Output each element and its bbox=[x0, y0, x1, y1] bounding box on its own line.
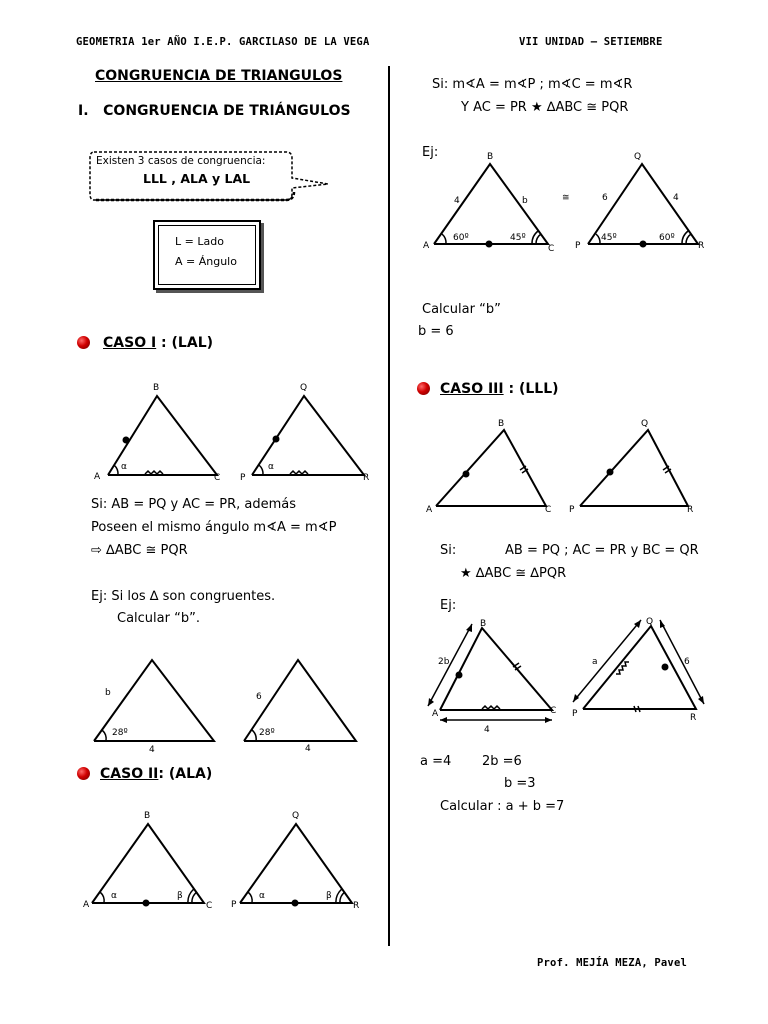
label-b: B bbox=[153, 383, 160, 393]
label-b: B bbox=[498, 419, 505, 429]
lal-example-1 bbox=[88, 654, 228, 754]
svg-text:28º: 28º bbox=[112, 728, 128, 738]
ala-condition-2: Y AC = PR ★ ∆ABC ≅ PQR bbox=[461, 100, 629, 115]
lal-triangle-abc bbox=[90, 378, 230, 484]
column-divider bbox=[388, 66, 390, 946]
legend-line1: L = Lado bbox=[175, 235, 224, 248]
svg-text:2b: 2b bbox=[438, 657, 450, 667]
caso2-heading: CASO II: (ALA) bbox=[100, 766, 213, 782]
caso1-ej1: Ej: Si los ∆ son congruentes. bbox=[91, 589, 276, 604]
callout-line1: Existen 3 casos de congruencia: bbox=[96, 155, 266, 167]
svg-text:A: A bbox=[432, 709, 439, 719]
label-c: C bbox=[206, 901, 213, 911]
svg-text:B: B bbox=[480, 619, 487, 629]
lal-example-2 bbox=[236, 654, 376, 754]
svg-text:6: 6 bbox=[684, 657, 690, 667]
svg-text:α: α bbox=[259, 891, 265, 901]
caso3-si-label: Si: bbox=[440, 543, 457, 558]
footer-author: Prof. MEJÍA MEZA, Pavel bbox=[537, 957, 687, 969]
label-b: B bbox=[144, 811, 151, 821]
label-q: Q bbox=[300, 383, 308, 393]
svg-text:6: 6 bbox=[256, 692, 262, 702]
ala-example-label: Ej: bbox=[422, 145, 439, 160]
svg-text:45º: 45º bbox=[510, 233, 526, 243]
bullet-icon bbox=[77, 767, 90, 780]
svg-text:≅: ≅ bbox=[562, 193, 570, 203]
svg-text:b: b bbox=[105, 688, 111, 698]
label-c: C bbox=[545, 505, 552, 515]
svg-text:β: β bbox=[177, 891, 183, 901]
svg-text:60º: 60º bbox=[659, 233, 675, 243]
ala-example-figure bbox=[420, 148, 720, 256]
answer-b: b = 6 bbox=[418, 324, 454, 339]
ala-triangle-abc bbox=[80, 804, 220, 912]
svg-text:α: α bbox=[121, 462, 127, 472]
section-heading: I. CONGRUENCIA DE TRIÁNGULOS bbox=[78, 103, 351, 119]
caso3-si-text: AB = PQ ; AC = PR y BC = QR bbox=[505, 543, 699, 558]
lll-example-figure bbox=[420, 612, 710, 738]
main-title: CONGRUENCIA DE TRIANGULOS bbox=[95, 68, 343, 84]
svg-text:6: 6 bbox=[602, 193, 608, 203]
ala-condition-1: Si: m∢A = m∢P ; m∢C = m∢R bbox=[432, 77, 633, 92]
caso3-result: ★ ∆ABC ≅ ∆PQR bbox=[460, 566, 567, 581]
lll-result-2b: 2b =6 bbox=[482, 754, 522, 769]
label-p: P bbox=[240, 473, 246, 483]
lll-result-a: a =4 bbox=[420, 754, 452, 769]
label-c: C bbox=[214, 473, 221, 483]
svg-text:α: α bbox=[268, 462, 274, 472]
svg-text:Q: Q bbox=[634, 152, 642, 162]
svg-text:A: A bbox=[423, 241, 430, 251]
lll-triangle-pqr bbox=[566, 414, 706, 518]
label-a: A bbox=[83, 900, 90, 910]
caso1-text2: Poseen el mismo ángulo m∢A = m∢P bbox=[91, 520, 337, 535]
calc-b-text: Calcular “b” bbox=[422, 302, 501, 317]
lll-triangle-abc bbox=[424, 414, 564, 518]
svg-text:Q: Q bbox=[646, 617, 654, 627]
lal-triangle-pqr bbox=[236, 378, 376, 484]
label-r: R bbox=[353, 901, 360, 911]
label-r: R bbox=[687, 505, 694, 515]
lll-result-sum: Calcular : a + b =7 bbox=[440, 799, 565, 814]
svg-text:C: C bbox=[550, 706, 557, 716]
caso1-text3: ⇨ ∆ABC ≅ PQR bbox=[91, 543, 188, 558]
svg-text:60º: 60º bbox=[453, 233, 469, 243]
label-p: P bbox=[569, 505, 575, 515]
legend-line2: A = Ángulo bbox=[175, 255, 237, 268]
svg-text:4: 4 bbox=[673, 193, 679, 203]
svg-text:a: a bbox=[592, 657, 598, 667]
label-a: A bbox=[94, 472, 101, 482]
label-r: R bbox=[363, 473, 370, 483]
svg-text:β: β bbox=[326, 891, 332, 901]
ala-triangle-pqr bbox=[228, 804, 368, 912]
label-p: P bbox=[231, 900, 237, 910]
svg-text:α: α bbox=[111, 891, 117, 901]
caso3-ej: Ej: bbox=[440, 598, 457, 613]
svg-text:4: 4 bbox=[305, 744, 311, 754]
label-q: Q bbox=[292, 811, 300, 821]
svg-text:28º: 28º bbox=[259, 728, 275, 738]
caso1-text1: Si: AB = PQ y AC = PR, además bbox=[91, 497, 297, 512]
svg-text:P: P bbox=[572, 709, 578, 719]
label-a: A bbox=[426, 505, 433, 515]
caso1-heading: CASO I : (LAL) bbox=[103, 335, 214, 351]
svg-text:R: R bbox=[698, 241, 705, 251]
svg-text:4: 4 bbox=[454, 196, 460, 206]
svg-text:C: C bbox=[548, 244, 555, 254]
header-left: GEOMETRIA 1er AÑO I.E.P. GARCILASO DE LA VEGA bbox=[76, 36, 370, 48]
svg-text:B: B bbox=[487, 152, 494, 162]
svg-text:R: R bbox=[690, 713, 697, 723]
bullet-icon bbox=[77, 336, 90, 349]
svg-text:4: 4 bbox=[149, 745, 155, 754]
bullet-icon bbox=[417, 382, 430, 395]
svg-text:b: b bbox=[522, 196, 528, 206]
svg-text:4: 4 bbox=[484, 725, 490, 735]
svg-text:45º: 45º bbox=[601, 233, 617, 243]
callout-line2: LLL , ALA y LAL bbox=[143, 171, 251, 186]
label-q: Q bbox=[641, 419, 649, 429]
lll-result-b: b =3 bbox=[504, 776, 536, 791]
svg-text:P: P bbox=[575, 241, 581, 251]
caso1-ej2: Calcular “b”. bbox=[117, 611, 200, 626]
caso3-heading: CASO III : (LLL) bbox=[440, 381, 559, 397]
header-right: VII UNIDAD – SETIEMBRE bbox=[519, 36, 663, 48]
